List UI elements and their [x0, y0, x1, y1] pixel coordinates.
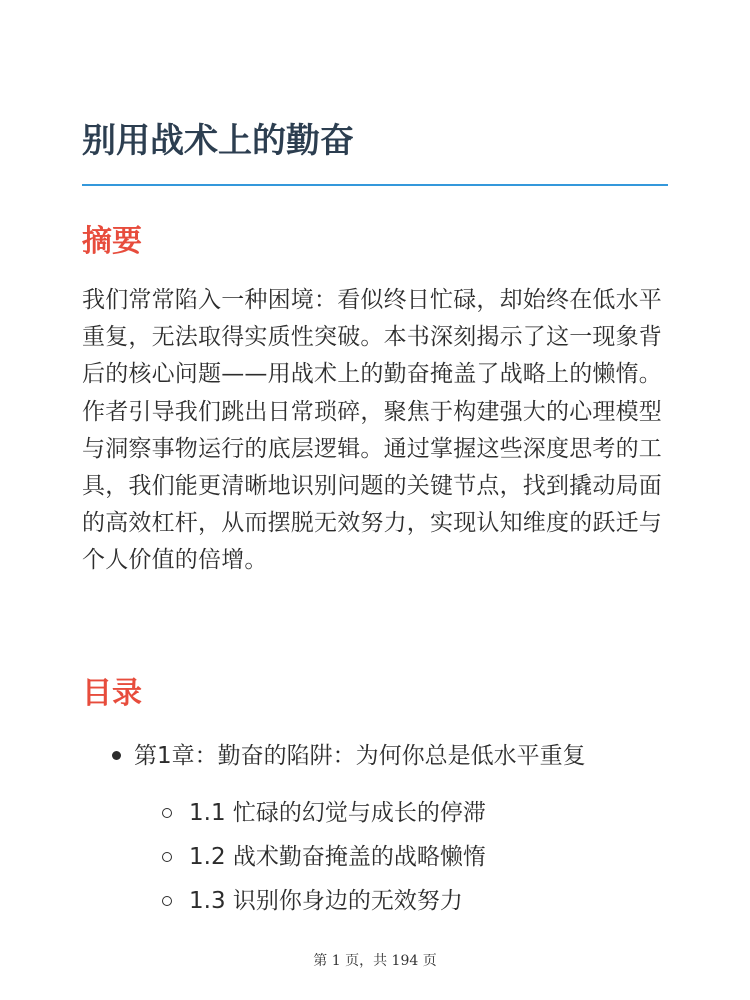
- document-title: 别用战术上的勤奋: [82, 121, 354, 161]
- page-footer: 第 1 页，共 194 页: [313, 953, 437, 969]
- bullet-circle-icon: [162, 896, 172, 906]
- toc-chapter-label[interactable]: 第1章：勤奋的陷阱：为何你总是低水平重复: [134, 743, 586, 769]
- bullet-disc-icon: [112, 751, 121, 760]
- bullet-circle-icon: [162, 852, 172, 862]
- toc-section-label[interactable]: 1.2 战术勤奋掩盖的战略懒惰: [189, 844, 486, 870]
- toc-section-label[interactable]: 1.3 识别你身边的无效努力: [189, 888, 463, 914]
- abstract-text: 我们常常陷入一种困境：看似终日忙碌，却始终在低水平重复，无法取得实质性突破。本书深刻揭示了这一现象背后的核心问题——用战术上的勤奋掩盖了战略上的懒惰。作者引导我们跳出日常琐碎，聚焦于构建强大的心理模型与洞察事物运行的底层逻辑。通过掌握这些深度思考的工具，我们能更清晰地识别问题的关键节点，找到撬动局面的高效杠杆，从而摆脱无效努力，实现认知维度的跃迁与个人价值的倍增。: [82, 287, 662, 574]
- bullet-circle-icon: [162, 808, 172, 818]
- title-divider: [82, 184, 668, 186]
- toc-section-label[interactable]: 1.1 忙碌的幻觉与成长的停滞: [189, 800, 486, 826]
- toc-heading: 目录: [82, 676, 142, 711]
- abstract-heading: 摘要: [82, 224, 142, 259]
